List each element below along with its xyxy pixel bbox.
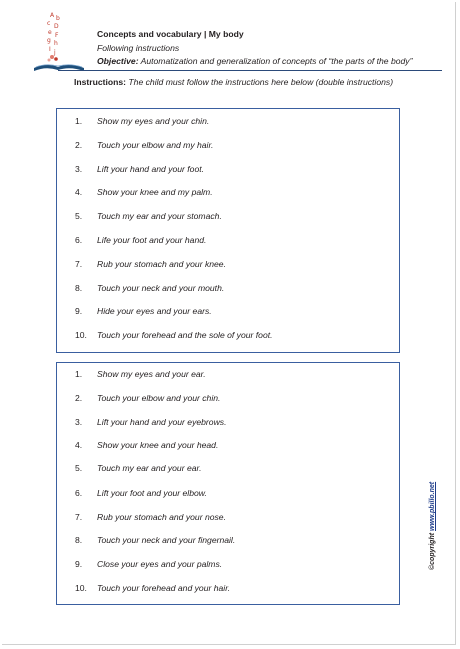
item-text: Lift your foot and your elbow. [97,488,207,498]
item-text: Touch your elbow and my hair. [97,140,214,150]
item-number: 6. [75,488,83,498]
item-number: 1. [75,369,83,379]
logo-letter: g [47,37,51,44]
copyright-text [427,480,439,570]
item-number: 7. [75,512,83,522]
logo-dot [48,59,51,62]
item-number: 3. [75,164,83,174]
instructions-text: The child must follow the instructions here below (double instructions) [126,77,394,87]
item-number: 4. [75,187,83,197]
item-number: 6. [75,235,83,245]
header-rule [58,70,442,71]
copyright-notice [424,480,442,572]
item-text: Rub your stomach and your knee. [97,259,226,269]
item-text: Life your foot and your hand. [97,235,207,245]
item-text: Lift your hand and your eyebrows. [97,417,227,427]
logo-letter: F [55,32,59,39]
item-number: 9. [75,306,83,316]
logo-dot [54,57,58,61]
item-number: 1. [75,116,83,126]
logo-dot [50,55,54,59]
item-number: 5. [75,211,83,221]
worksheet-header [97,29,442,67]
item-number: 7. [75,259,83,269]
logo-letter: e [48,29,52,36]
item-text: Touch your elbow and your chin. [97,393,221,403]
instruction-list-box-1 [56,108,400,353]
page-title: Concepts and vocabulary | My body [97,29,244,39]
item-number: 10. [75,330,87,340]
item-text: Touch your forehead and your hair. [97,583,231,593]
instructions-label: Instructions: [74,77,127,87]
item-text: Touch your forehead and the sole of your foot. [97,330,273,340]
item-number: 8. [75,283,83,293]
instructions [74,77,444,88]
item-text: Show your knee and my palm. [97,187,213,197]
item-text: Touch your neck and your mouth. [97,283,225,293]
book-logo-icon [30,10,88,72]
item-number: 8. [75,535,83,545]
logo-letter: b [56,15,60,22]
copyright-site-link[interactable]: www.pbillo.net [429,481,436,531]
item-number: 2. [75,140,83,150]
item-text: Close your eyes and your palms. [97,559,223,569]
logo-letter: j [54,49,56,56]
item-text: Lift your hand and your foot. [97,164,205,174]
logo-letter: A [50,12,55,19]
item-number: 3. [75,417,83,427]
objective-text: Automatization and generalization of concepts of “the parts of the body” [138,56,413,66]
item-text: Rub your stomach and your nose. [97,512,226,522]
logo-letter: I [49,46,51,53]
instruction-list-box-2 [56,362,400,605]
objective-label: Objective: [97,56,139,66]
item-text: Show your knee and your head. [97,440,219,450]
item-text: Touch my ear and your ear. [97,463,202,473]
item-number: 5. [75,463,83,473]
page-subtitle: Following instructions [97,43,180,53]
item-text: Show my eyes and your ear. [97,369,206,379]
logo-letter: D [54,23,59,30]
copyright-label: ©copyright [429,531,436,570]
objective [97,55,442,67]
item-text: Touch your neck and your fingernail. [97,535,236,545]
item-text: Hide your eyes and your ears. [97,306,212,316]
item-number: 10. [75,583,87,593]
item-text: Show my eyes and your chin. [97,116,210,126]
item-number: 4. [75,440,83,450]
item-number: 9. [75,559,83,569]
item-text: Touch my ear and your stomach. [97,211,222,221]
logo-letter: c [47,20,51,27]
logo-letter: h [54,40,58,47]
item-number: 2. [75,393,83,403]
